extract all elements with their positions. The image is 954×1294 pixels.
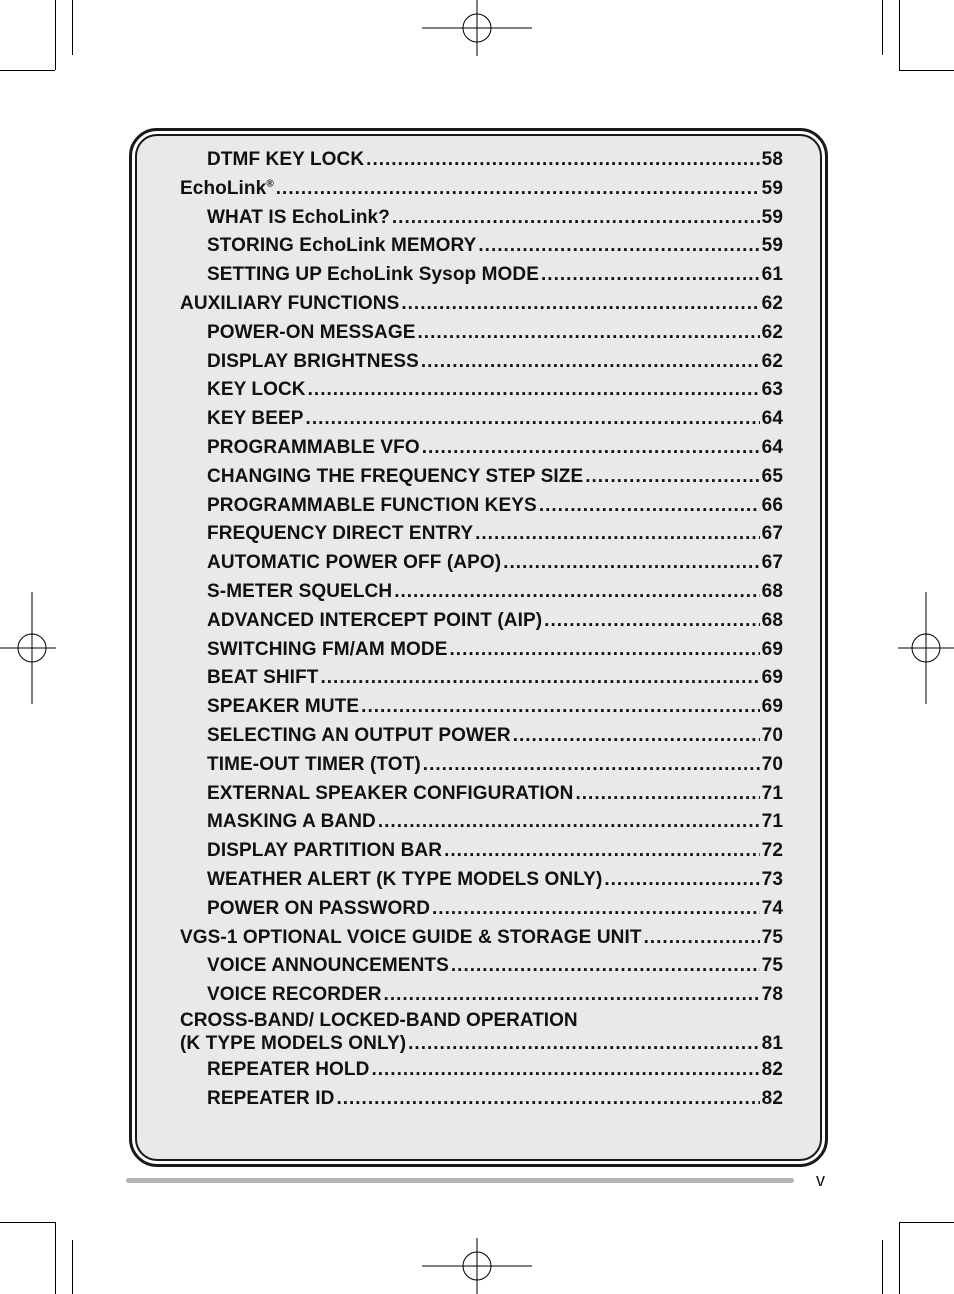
toc-entry[interactable] (180, 578, 783, 607)
toc-entry[interactable] (180, 1085, 783, 1114)
toc-entry-title: MASKING A BAND (207, 811, 376, 833)
toc-entry[interactable] (180, 232, 783, 261)
toc-entry-title: DTMF KEY LOCK (207, 149, 365, 170)
toc-entry-title: (K TYPE MODELS ONLY) (180, 1032, 407, 1054)
toc-entry-title: EchoLink® (180, 177, 274, 199)
toc-entry-page: 75 (761, 926, 783, 948)
toc-entry[interactable] (180, 751, 783, 780)
dot-leader (576, 780, 760, 809)
toc-entry-title: POWER-ON MESSAGE (207, 321, 416, 343)
toc-entry[interactable] (180, 463, 783, 492)
toc-entry[interactable] (180, 1056, 783, 1085)
toc-entry[interactable] (180, 434, 783, 463)
toc-entry[interactable] (180, 664, 783, 693)
dot-leader (384, 981, 760, 1010)
toc-entry-title: WHAT IS EchoLink? (207, 206, 390, 228)
dot-leader (421, 348, 760, 377)
dot-leader (308, 376, 760, 405)
toc-entry-page: 61 (761, 264, 783, 286)
toc-entry[interactable] (180, 549, 783, 578)
toc-entry[interactable] (180, 319, 783, 348)
dot-leader (276, 175, 760, 204)
toc-entry-title: STORING EchoLink MEMORY (207, 235, 477, 257)
toc-entry-title: VGS-1 OPTIONAL VOICE GUIDE & STORAGE UNIT (180, 926, 642, 948)
toc-entry-title: KEY LOCK (207, 379, 306, 401)
toc-entry-title: ADVANCED INTERCEPT POINT (AIP) (207, 609, 543, 631)
toc-entry[interactable] (180, 1032, 783, 1056)
toc-entry-title: PROGRAMMABLE VFO (207, 436, 420, 458)
toc-entry[interactable] (180, 607, 783, 636)
dot-leader (378, 808, 760, 837)
toc-entry-page: 62 (761, 292, 783, 314)
toc-entry[interactable] (180, 204, 783, 233)
toc-entry-title: REPEATER ID (207, 1087, 335, 1109)
dot-leader (503, 549, 759, 578)
dot-leader (644, 924, 760, 953)
dot-leader (320, 664, 759, 693)
toc-entry-page: 82 (761, 1087, 783, 1109)
toc-entry-page: 59 (761, 177, 783, 199)
registered-mark: ® (266, 178, 274, 190)
registration-mark-top (422, 0, 532, 56)
toc-entry-page: 66 (761, 494, 783, 516)
toc-entry-page: 63 (761, 379, 783, 401)
toc-entry-page: 69 (761, 667, 783, 689)
dot-leader (392, 204, 760, 233)
toc-entry-page: 64 (761, 436, 783, 458)
dot-leader (539, 492, 760, 521)
dot-leader (401, 290, 759, 319)
dot-leader (371, 1056, 759, 1085)
toc-entry-page: 58 (761, 149, 783, 170)
dot-leader (394, 578, 759, 607)
toc-entry-title: FREQUENCY DIRECT ENTRY (207, 523, 474, 545)
toc-entry[interactable] (180, 924, 783, 953)
toc-entry-page: 70 (761, 724, 783, 746)
dot-leader (423, 751, 760, 780)
toc-entry-page: 59 (761, 206, 783, 228)
toc-entry-title: KEY BEEP (207, 408, 304, 430)
toc-entry-page: 67 (761, 552, 783, 574)
toc-entry-page: 81 (761, 1032, 783, 1054)
toc-entry-title: PROGRAMMABLE FUNCTION KEYS (207, 494, 537, 516)
toc-entry[interactable] (180, 636, 783, 665)
dot-leader (336, 1085, 759, 1114)
dot-leader (541, 261, 760, 290)
toc-entry[interactable] (180, 693, 783, 722)
toc-entry[interactable] (180, 376, 783, 405)
toc-entry[interactable] (180, 895, 783, 924)
dot-leader (432, 895, 760, 924)
registration-mark-left (0, 592, 56, 704)
toc-entry-page: 71 (761, 782, 783, 804)
toc-entry[interactable] (180, 981, 783, 1010)
dot-leader (604, 866, 759, 895)
dot-leader (361, 693, 759, 722)
toc-entry-title: VOICE ANNOUNCEMENTS (207, 955, 449, 977)
toc-entry-page: 67 (761, 523, 783, 545)
dot-leader (408, 1032, 760, 1056)
toc-entry[interactable] (180, 405, 783, 434)
toc-entry-title: SPEAKER MUTE (207, 696, 360, 718)
toc-entry[interactable] (180, 722, 783, 751)
page-number: v (816, 1170, 825, 1190)
toc-entry-page: 59 (761, 235, 783, 257)
table-of-contents (180, 146, 783, 1114)
toc-entry[interactable] (180, 492, 783, 521)
footer-rule (126, 1178, 794, 1183)
toc-entry-title: POWER ON PASSWORD (207, 897, 431, 919)
toc-entry[interactable] (180, 348, 783, 377)
toc-entry[interactable] (180, 808, 783, 837)
toc-entry-page: 74 (761, 897, 783, 919)
toc-entry[interactable] (180, 780, 783, 809)
toc-entry-page: 69 (761, 638, 783, 660)
toc-entry[interactable] (180, 952, 783, 981)
toc-entry-page: 73 (761, 868, 783, 890)
toc-entry-page: 82 (761, 1058, 783, 1080)
toc-entry[interactable] (180, 866, 783, 895)
toc-entry[interactable] (180, 146, 783, 175)
toc-entry-title: REPEATER HOLD (207, 1058, 370, 1080)
toc-entry-title-line: CROSS-BAND/ LOCKED-BAND OPERATION (180, 1009, 578, 1031)
toc-entry-page: 68 (761, 609, 783, 631)
toc-entry-title: AUXILIARY FUNCTIONS (180, 292, 400, 314)
toc-entry[interactable] (180, 837, 783, 866)
toc-entry-title: AUTOMATIC POWER OFF (APO) (207, 552, 502, 574)
toc-entry-title: WEATHER ALERT (K TYPE MODELS ONLY) (207, 868, 603, 890)
toc-entry-page: 62 (761, 321, 783, 343)
dot-leader (450, 636, 760, 665)
toc-entry[interactable] (180, 261, 783, 290)
toc-entry-title: TIME-OUT TIMER (TOT) (207, 753, 421, 775)
toc-entry-title: DISPLAY PARTITION BAR (207, 840, 443, 862)
toc-entry-page: 65 (761, 465, 783, 487)
dot-leader (513, 722, 760, 751)
toc-entry-title: DISPLAY BRIGHTNESS (207, 350, 419, 372)
registration-mark-right (898, 592, 954, 704)
toc-entry-page: 62 (761, 350, 783, 372)
toc-entry[interactable] (180, 175, 783, 204)
dot-leader (544, 607, 759, 636)
dot-leader (366, 146, 759, 175)
dot-leader (585, 463, 759, 492)
dot-leader (475, 520, 760, 549)
dot-leader (444, 837, 760, 866)
toc-entry[interactable] (180, 290, 783, 319)
toc-entry-title: VOICE RECORDER (207, 984, 382, 1006)
dot-leader (418, 319, 760, 348)
toc-entry-page: 71 (761, 811, 783, 833)
registration-mark-bottom (422, 1238, 532, 1294)
toc-entry-title: S-METER SQUELCH (207, 580, 393, 602)
toc-entry-title: SWITCHING FM/AM MODE (207, 638, 448, 660)
toc-entry-title: SETTING UP EchoLink Sysop MODE (207, 264, 540, 286)
toc-entry[interactable] (180, 520, 783, 549)
dot-leader (451, 952, 760, 981)
toc-entry-page: 72 (761, 840, 783, 862)
toc-entry-page: 64 (761, 408, 783, 430)
toc-entry-page: 70 (761, 753, 783, 775)
toc-entry-page: 78 (761, 984, 783, 1006)
toc-entry-title: BEAT SHIFT (207, 667, 319, 689)
toc-entry-page: 75 (761, 955, 783, 977)
dot-leader (478, 232, 759, 261)
toc-entry-page: 69 (761, 696, 783, 718)
toc-entry-title: CHANGING THE FREQUENCY STEP SIZE (207, 465, 584, 487)
toc-entry-title: EXTERNAL SPEAKER CONFIGURATION (207, 782, 574, 804)
dot-leader (306, 405, 760, 434)
toc-entry-page: 68 (761, 580, 783, 602)
dot-leader (422, 434, 760, 463)
toc-entry-title: SELECTING AN OUTPUT POWER (207, 724, 511, 746)
